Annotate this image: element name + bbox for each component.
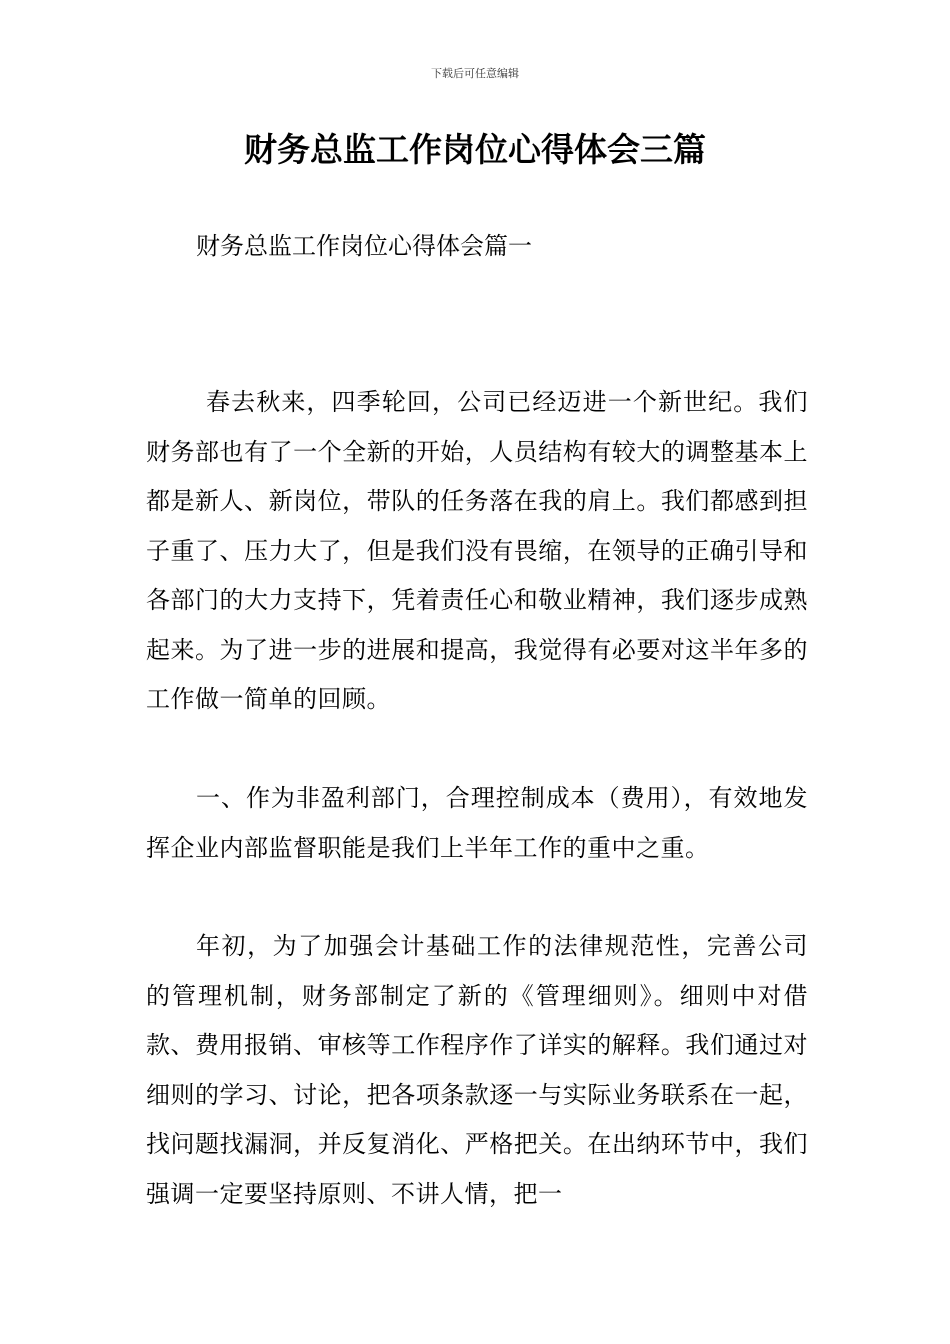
section-subtitle: 财务总监工作岗位心得体会篇一 xyxy=(196,232,532,260)
body-paragraph: 年初，为了加强会计基础工作的法律规范性，完善公司的管理机制，财务部制定了新的《管理细则》。细则中对借款、费用报销、审核等工作程序作了详实的解释。我们通过对细则的学习、讨论，把各项条款逐一与实际业务联系在一起，找问题找漏洞，并反复消化、严格把关。在出纳环节中，我们强调一定要坚持原则、不讲人情，把一 xyxy=(146,932,808,1208)
header-note: 下载后可任意编辑 xyxy=(431,67,519,80)
body-paragraph: 春去秋来，四季轮回，公司已经迈进一个新世纪。我们财务部也有了一个全新的开始，人员结构有较大的调整基本上都是新人、新岗位，带队的任务落在我的肩上。我们都感到担子重了、压力大了，但是我们没有畏缩，在领导的正确引导和各部门的大力支持下，凭着责任心和敬业精神，我们逐步成熟起来。为了进一步的进展和提高，我觉得有必要对这半年多的工作做一简单的回顾。 xyxy=(146,388,808,713)
document-title: 财务总监工作岗位心得体会三篇 xyxy=(244,130,706,169)
body-paragraph: 一、作为非盈利部门，合理控制成本（费用），有效地发挥企业内部监督职能是我们上半年工作的重中之重。 xyxy=(146,784,808,862)
